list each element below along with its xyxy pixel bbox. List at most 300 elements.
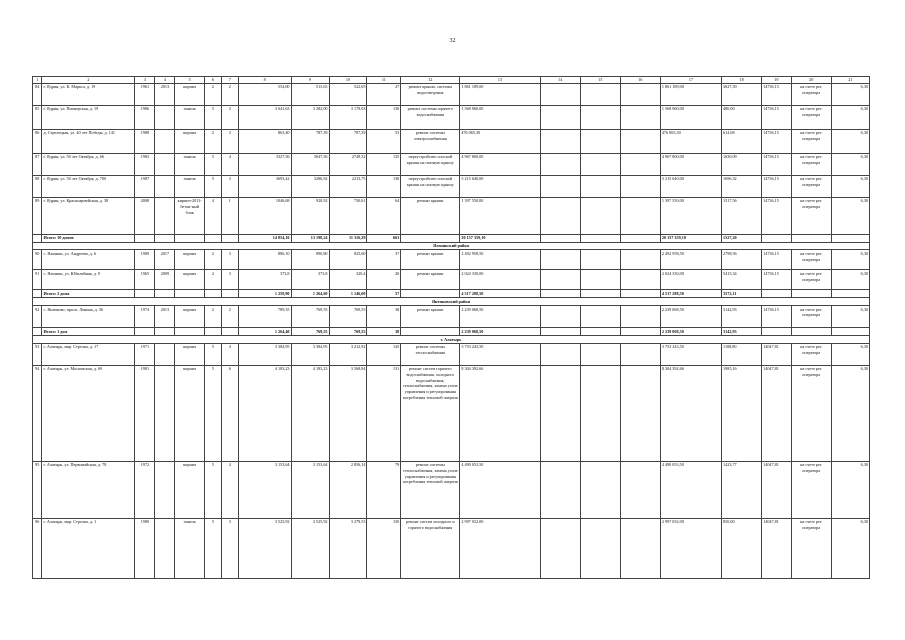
table-cell: 2 239 068,50 (660, 306, 721, 328)
table-cell: 1986 (135, 105, 155, 129)
table-cell: 6,30 (831, 105, 869, 129)
table-cell: г. Алатырь, ул. Первомайская, д. 78 (42, 461, 135, 518)
table-cell: переустройство плоской крыши на скатную крышу (401, 153, 460, 175)
table-row (33, 518, 870, 578)
header-cell: 19 (762, 77, 792, 84)
table-row (33, 250, 870, 270)
table-cell: 2 492 958,50 (660, 250, 721, 270)
table-cell: 2 (205, 129, 222, 153)
table-cell: ремонт системы теплоснабжения, замена узлов управления и регулирования потребления тепловой энергии (401, 461, 460, 518)
table-cell (620, 306, 660, 328)
table-cell: 2013 (155, 83, 175, 105)
table-cell (540, 197, 580, 234)
table-cell: 4 (221, 343, 238, 365)
table-row (33, 175, 870, 197)
table-cell: 1046,68 (238, 197, 291, 234)
repair-program-table (32, 76, 870, 579)
table-cell (401, 328, 460, 336)
header-cell: 17 (660, 77, 721, 84)
table-cell (135, 328, 155, 336)
table-cell: 89 (33, 197, 42, 234)
table-cell: 1696,32 (722, 175, 762, 197)
table-cell: 476 065,30 (460, 129, 540, 153)
table-cell: 145 (367, 343, 401, 365)
table-row (33, 83, 870, 105)
table-cell: 3 753 243,50 (460, 343, 540, 365)
table-cell: 1 568 960,00 (660, 105, 721, 129)
table-cell: 8 304 392,66 (660, 365, 721, 461)
table-cell: 4 183,23 (238, 365, 291, 461)
table-cell (791, 290, 831, 298)
table-cell: на счете рег. оператора (791, 175, 831, 197)
table-cell: ремонт крыши (401, 197, 460, 234)
table-cell: 2213,75 (329, 175, 367, 197)
table-cell (540, 250, 580, 270)
table-cell: 2 (205, 83, 222, 105)
header-cell: 21 (831, 77, 869, 84)
table-cell: 5 (205, 461, 222, 518)
table-cell (540, 343, 580, 365)
table-cell: 5 (205, 343, 222, 365)
table-cell (540, 270, 580, 290)
header-cell: 5 (175, 77, 205, 84)
table-row (33, 153, 870, 175)
table-cell: 2 (221, 306, 238, 328)
table-cell: 3 753 243,50 (660, 343, 721, 365)
table-cell: на счете рег. оператора (791, 197, 831, 234)
table-cell: 37 (367, 250, 401, 270)
table-cell: панель (175, 175, 205, 197)
table-cell: 3327,56 (238, 153, 291, 175)
table-cell: 863,40 (238, 129, 291, 153)
table-cell: 3 384,95 (291, 343, 329, 365)
table-cell (205, 234, 222, 242)
table-row (33, 270, 870, 290)
table-cell: 1630,09 (722, 153, 762, 175)
table-cell (580, 328, 620, 336)
table-cell: 5 215 640,00 (460, 175, 540, 197)
table-cell: ремонт систем горячего водоснабжения, холодного водоснабжения, теплоснабжения, замена узлов управления и регулирования потребления тепловой энергии (401, 365, 460, 461)
table-cell: кирпич (175, 461, 205, 518)
table-cell: 3 279,53 (329, 518, 367, 578)
table-cell: 6,30 (831, 270, 869, 290)
table-cell: на счете рег. оператора (791, 105, 831, 129)
table-cell: 3 (221, 518, 238, 578)
header-cell: 9 (291, 77, 329, 84)
table-cell: 1 397 550,00 (460, 197, 540, 234)
table-cell: 3142,93 (722, 328, 762, 336)
table-cell: 4 183,23 (291, 365, 329, 461)
table-cell (580, 153, 620, 175)
table-cell (175, 328, 205, 336)
table-cell (580, 461, 620, 518)
table-cell: 522,65 (329, 83, 367, 105)
table-cell: 5415,34 (722, 270, 762, 290)
table-cell: кирпич (175, 129, 205, 153)
table-cell: 6,30 (831, 461, 869, 518)
table-row (33, 365, 870, 461)
table-cell: 373,8 (238, 270, 291, 290)
table-cell: кирпич (175, 343, 205, 365)
table-cell (205, 328, 222, 336)
table-cell: 3572,11 (722, 290, 762, 298)
total-row (33, 328, 870, 336)
table-cell: 2 (205, 250, 222, 270)
table-cell (540, 234, 580, 242)
table-cell: 2 024 330,00 (660, 270, 721, 290)
table-cell: 94 (33, 365, 42, 461)
table-cell: 2 492 958,50 (460, 250, 540, 270)
header-cell: 12 (401, 77, 460, 84)
table-cell: кирпич (175, 270, 205, 290)
table-cell: 2 (205, 306, 222, 328)
table-cell: 4 967 800,00 (660, 153, 721, 175)
table-cell (540, 328, 580, 336)
table-cell (540, 129, 580, 153)
table-cell: 14047,81 (762, 461, 792, 518)
table-cell: 1 264,60 (291, 290, 329, 298)
table-cell: 769,55 (329, 328, 367, 336)
table-cell: 2009 (155, 270, 175, 290)
table-cell: 1988 (135, 129, 155, 153)
table-cell (620, 461, 660, 518)
table-cell: 6,30 (831, 343, 869, 365)
table-cell: 1 397 550,00 (660, 197, 721, 234)
table-cell: 1423,77 (722, 461, 762, 518)
table-cell: с. Яльчики, ул. Андреева, д. 6 (42, 250, 135, 270)
table-cell: 554,00 (238, 83, 291, 105)
table-cell: 79 (367, 461, 401, 518)
table-cell (580, 250, 620, 270)
table-cell: 4 967 800,00 (460, 153, 540, 175)
table-cell: на счете рег. оператора (791, 461, 831, 518)
header-cell: 6 (205, 77, 222, 84)
table-cell (33, 328, 42, 336)
page-number: 32 (449, 38, 456, 44)
table-cell: 3 384,95 (238, 343, 291, 365)
table-cell: 6,30 (831, 197, 869, 234)
table-cell (580, 343, 620, 365)
table-cell (580, 175, 620, 197)
table-cell: 3 525,92 (238, 518, 291, 578)
table-cell (135, 290, 155, 298)
table-cell (540, 306, 580, 328)
table-cell: 93 (33, 343, 42, 365)
table-cell: кирпич (175, 250, 205, 270)
table-cell (155, 175, 175, 197)
table-cell: 2008 (135, 197, 155, 234)
table-cell: 3 179,03 (329, 105, 367, 129)
table-cell: панель (175, 153, 205, 175)
table-cell: г. Алатырь, мкр. Стрелка, д. 1 (42, 518, 135, 578)
table-cell: 3047,56 (291, 153, 329, 175)
table-cell: 3 (221, 129, 238, 153)
table-cell (620, 129, 660, 153)
table-cell (175, 234, 205, 242)
table-cell (580, 83, 620, 105)
table-cell: 787,39 (329, 129, 367, 153)
table-cell: 373,8 (291, 270, 329, 290)
table-cell: ремонт системы горячего водоснабжения (401, 105, 460, 129)
table-cell: 138 (367, 175, 401, 197)
table-cell: на счете рег. оператора (791, 306, 831, 328)
table-cell: 4 (221, 461, 238, 518)
table-cell (155, 234, 175, 242)
header-cell: 10 (329, 77, 367, 84)
header-row (33, 77, 870, 84)
table-cell (540, 365, 580, 461)
table-cell (620, 518, 660, 578)
table-cell: 3142,93 (722, 306, 762, 328)
table-cell (221, 234, 238, 242)
table-cell: 2 (205, 270, 222, 290)
table-cell (620, 197, 660, 234)
table-row (33, 197, 870, 234)
table-cell: кирпич-2013-бетон-ный блок (175, 197, 205, 234)
table-cell: 131 (367, 365, 401, 461)
table-cell: 8 304 392,66 (460, 365, 540, 461)
table-cell: 125 (367, 153, 401, 175)
table-cell (762, 328, 792, 336)
table-cell: 1989 (135, 250, 155, 270)
table-cell (221, 290, 238, 298)
table-cell (540, 153, 580, 175)
table-cell: 38 (367, 328, 401, 336)
header-cell: 7 (221, 77, 238, 84)
table-cell: на счете рег. оператора (791, 270, 831, 290)
table-cell: 11 316,29 (329, 234, 367, 242)
table-cell: 5 (205, 175, 222, 197)
table-cell: кирпич (175, 306, 205, 328)
table-cell: 2017 (155, 250, 175, 270)
header-cell: 11 (367, 77, 401, 84)
table-cell: 14736,15 (762, 153, 792, 175)
table-cell: 1981 (135, 365, 155, 461)
table-cell: 3 212,92 (329, 343, 367, 365)
table-cell (620, 328, 660, 336)
table-cell (540, 518, 580, 578)
table-cell (580, 365, 620, 461)
table-cell: 2 997 032,00 (660, 518, 721, 578)
table-cell: 3 153,64 (238, 461, 291, 518)
table-cell: 4 490 053,50 (460, 461, 540, 518)
table-cell: 91 (33, 270, 42, 290)
table-cell: 3 (221, 270, 238, 290)
table-cell (831, 328, 869, 336)
table-cell (580, 197, 620, 234)
table-cell (155, 153, 175, 175)
table-cell: 5 (205, 153, 222, 175)
table-cell: 138 (367, 105, 401, 129)
table-cell (540, 461, 580, 518)
table-body (33, 77, 870, 579)
table-cell: 14047,81 (762, 518, 792, 578)
header-cell: 8 (238, 77, 291, 84)
table-cell (33, 290, 42, 298)
table-cell (580, 290, 620, 298)
table-cell: 769,55 (291, 306, 329, 328)
header-cell: 18 (722, 77, 762, 84)
header-cell: 4 (155, 77, 175, 84)
table-cell: д. Стрелецкая, ул. 40 лет Победы, д. 141 (42, 129, 135, 153)
table-cell: 787,39 (291, 129, 329, 153)
table-cell: 14736,15 (762, 197, 792, 234)
table-cell: г. Алатырь, мкр. Стрелка, д. 17 (42, 343, 135, 365)
table-cell (401, 290, 460, 298)
district-header-row (33, 298, 870, 306)
table-cell: с. Яльчики, ул. Юбилейная, д. 9 (42, 270, 135, 290)
table-cell (620, 250, 660, 270)
table-cell (540, 83, 580, 105)
table-cell: 64 (367, 197, 401, 234)
table-cell: на счете рег. оператора (791, 365, 831, 461)
table-cell: 20 157 359,10 (460, 234, 540, 242)
table-cell: 6,30 (831, 365, 869, 461)
district-header-row (33, 242, 870, 250)
table-cell (580, 518, 620, 578)
table-cell: 1987 (135, 175, 155, 197)
table-cell (620, 175, 660, 197)
table-cell: 1 (221, 197, 238, 234)
table-cell (401, 234, 460, 242)
table-cell: 789,35 (238, 306, 291, 328)
table-row (33, 306, 870, 328)
table-cell (580, 129, 620, 153)
table-cell: 6,30 (831, 175, 869, 197)
table-cell: 14047,81 (762, 365, 792, 461)
table-cell: г. Ядрин, ул. Пионерская, д. 19 (42, 105, 135, 129)
table-cell (580, 306, 620, 328)
table-cell (155, 290, 175, 298)
table-cell: 1972 (135, 461, 155, 518)
table-cell: 5 (205, 105, 222, 129)
table-cell: на счете рег. оператора (791, 518, 831, 578)
district-name: Янтиковский район (33, 298, 870, 306)
table-cell: 4 (221, 153, 238, 175)
table-cell: 96 (33, 518, 42, 578)
table-cell: 6 (221, 365, 238, 461)
table-cell: 1 568 960,00 (460, 105, 540, 129)
table-cell: 1517,56 (722, 197, 762, 234)
table-cell: 90 (33, 250, 42, 270)
table-cell: 4 517 288,50 (460, 290, 540, 298)
table-cell (620, 153, 660, 175)
table-cell: 1974 (135, 306, 155, 328)
table-cell (540, 290, 580, 298)
table-cell: кирпич (175, 365, 205, 461)
table-cell: 14736,15 (762, 250, 792, 270)
table-cell: 2 239 068,50 (460, 328, 540, 336)
table-cell: 890,80 (291, 250, 329, 270)
table-cell (580, 105, 620, 129)
table-cell: 6,30 (831, 153, 869, 175)
table-cell: 886,10 (238, 250, 291, 270)
table-cell: 13 198,24 (291, 234, 329, 242)
table-cell: 84 (33, 83, 42, 105)
table-cell: 920,92 (291, 197, 329, 234)
table-cell: 3693,42 (238, 175, 291, 197)
table-cell: г. Ядрин, ул. 50 лет Октября, д. 70б (42, 175, 135, 197)
table-cell: панель (175, 105, 205, 129)
table-cell: 3 153,64 (291, 461, 329, 518)
table-cell: с. Янтиково, просп. Ленина, д. 36 (42, 306, 135, 328)
table-cell: г. Ядрин, ул. К. Маркса, д. 19 (42, 83, 135, 105)
table-cell: 20 157 359,10 (660, 234, 721, 242)
table-cell: ремонт крыши (401, 306, 460, 328)
header-cell: 13 (460, 77, 540, 84)
table-cell: 1 861 189,00 (660, 83, 721, 105)
table-cell: 663 (367, 234, 401, 242)
table-cell (33, 234, 42, 242)
table-cell: 14736,15 (762, 306, 792, 328)
table-cell: 1985,16 (722, 365, 762, 461)
table-cell: ремонт крыши (401, 250, 460, 270)
table-cell: 769,55 (329, 306, 367, 328)
header-cell: 1 (33, 77, 42, 84)
table-cell: на счете рег. оператора (791, 129, 831, 153)
table-cell: ремонт крыши, системы водоотведения (401, 83, 460, 105)
table-cell: 2013 (155, 306, 175, 328)
table-cell (155, 518, 175, 578)
table-cell: 86 (33, 129, 42, 153)
table-cell: ремонт системы электроснабжения (401, 129, 460, 153)
table-cell: ремонт системы теплоснабжения (401, 343, 460, 365)
table-cell (791, 234, 831, 242)
table-cell (620, 83, 660, 105)
table-cell: Итого: 1 дом (42, 328, 135, 336)
table-cell (540, 175, 580, 197)
table-cell: на счете рег. оператора (791, 250, 831, 270)
table-cell: 3 (221, 175, 238, 197)
table-cell (831, 234, 869, 242)
table-cell: 14 854,16 (238, 234, 291, 242)
table-cell (155, 328, 175, 336)
table-cell: 4 517 288,50 (660, 290, 721, 298)
district-name: г. Алатырь (33, 336, 870, 344)
table-cell: 4 (205, 197, 222, 234)
table-cell (620, 343, 660, 365)
table-row (33, 461, 870, 518)
table-cell: 513,65 (291, 83, 329, 105)
table-cell (580, 270, 620, 290)
header-cell: 3 (135, 77, 155, 84)
table-cell (175, 290, 205, 298)
header-cell: 16 (620, 77, 660, 84)
table-cell: 5 215 640,00 (660, 175, 721, 197)
table-cell (155, 461, 175, 518)
table-cell: 57 (367, 290, 401, 298)
table-cell: 769,55 (291, 328, 329, 336)
table-cell: 1108,80 (722, 343, 762, 365)
table-cell: 2 856,14 (329, 461, 367, 518)
table-cell (580, 234, 620, 242)
table-cell: кирпич (175, 83, 205, 105)
table-cell: 14047,81 (762, 343, 792, 365)
table-cell: 3 568,84 (329, 365, 367, 461)
total-row (33, 290, 870, 298)
table-cell: 88 (33, 175, 42, 197)
header-cell: 14 (540, 77, 580, 84)
table-cell: 3286,92 (291, 175, 329, 197)
table-cell: 14736,15 (762, 83, 792, 105)
table-cell: 6,30 (831, 518, 869, 578)
table-cell: на счете рег. оператора (791, 153, 831, 175)
table-cell (221, 328, 238, 336)
table-cell: 1 861 189,00 (460, 83, 540, 105)
table-cell (831, 290, 869, 298)
table-cell: 2 239 068,50 (460, 306, 540, 328)
table-cell: 480,00 (722, 105, 762, 129)
